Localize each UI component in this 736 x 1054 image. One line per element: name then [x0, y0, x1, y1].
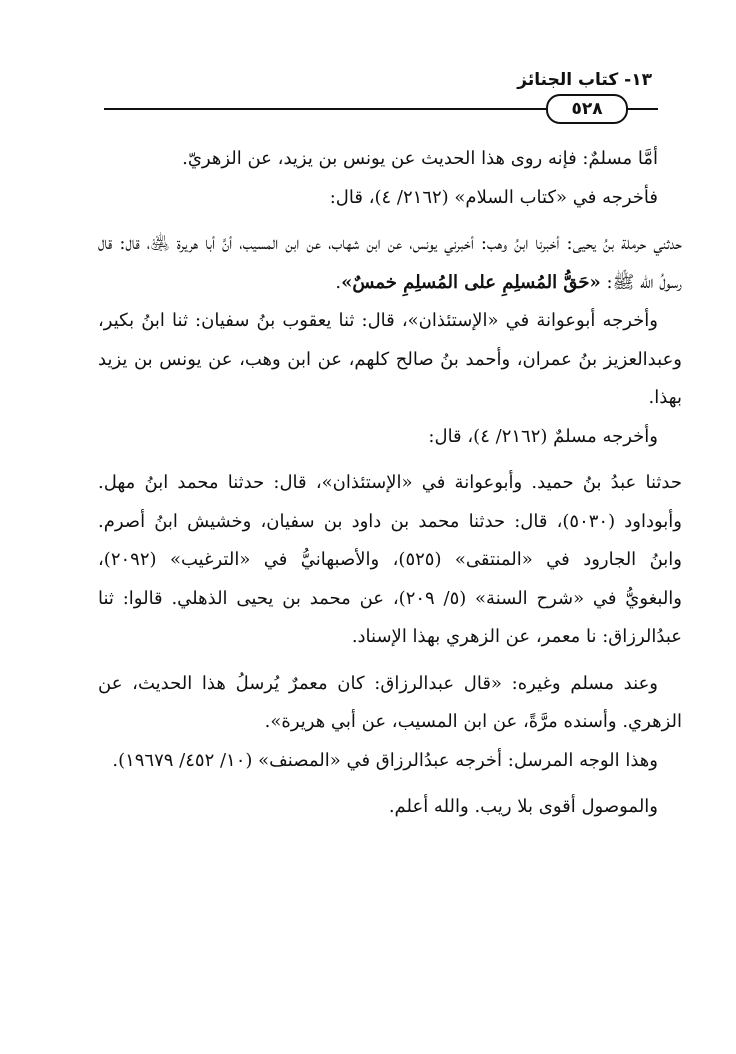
paragraph-6: حدثنا عبدُ بنُ حميد. وأبوعوانة في «الإستئذان»، قال: حدثنا محمد ابنُ مهل. وأبوداود (٥٠٣٠)، قال: حدثنا محمد بن داود بن سفيان، وخشيش ابنُ أصرم. وابنُ الجارود في «المنتقى» (٥٢٥)، والأصبهانيُّ في «الترغيب» (٢٠٩٢)، والبغويُّ في «شرح السنة» (٥/ ٢٠٩)، عن محمد بن يحيى الذهلي. قالوا: ثنا عبدُالرزاق: نا معمر، عن الزهري بهذا الإسناد.	[98, 472, 682, 647]
paragraph-2: فأخرجه في «كتاب السلام» (٢١٦٢/ ٤)، قال:	[329, 186, 658, 208]
running-title: ١٣- كتاب الجنائز	[517, 70, 652, 90]
paragraph-8: وهذا الوجه المرسل: أخرجه عبدُالرزاق في «المصنف» (١٠/ ٤٥٢/ ١٩٦٧٩).	[112, 749, 658, 771]
paragraph-4: وأخرجه أبوعوانة في «الإستئذان»، قال: ثنا يعقوب بنُ سفيان: ثنا ابنُ بكير، وعبدالعزيز بنُ عمران، وأحمد بنُ صالح كلهم، عن ابن وهب، عن يونس بن يزيد بهذا.	[98, 310, 682, 408]
isnad-text: حدثني حرملة بنُ يحيى: أخبرنا ابنُ وهب: أخبرني يونس، عن ابن شهاب، عن ابن المسيب، أنَّ أبا هريرة ﵁، قال: قال رسولُ الله ﷺ:	[98, 233, 682, 293]
page-number: ٥٢٨	[571, 99, 603, 119]
paragraph-7: وعند مسلم وغيره: «قال عبدالرزاق: كان معمرٌ يُرسلُ هذا الحديث، عن الزهري. وأسنده مرَّةً، عن ابن المسيب، عن أبي هريرة».	[98, 672, 682, 732]
main-text	[98, 140, 682, 827]
page-number-badge	[546, 94, 628, 124]
paragraph-5: وأخرجه مسلمٌ (٢١٦٢/ ٤)، قال:	[428, 425, 658, 447]
paragraph-1: أمَّا مسلمٌ: فإنه روى هذا الحديث عن يونس بن يزيد، عن الزهريّ.	[182, 148, 658, 169]
paragraph-3-end: .	[335, 271, 342, 293]
hadith-text: «حَقُّ المُسلِمِ على المُسلِمِ خمسٌ»	[341, 271, 601, 293]
paragraph-3	[98, 225, 682, 302]
paragraph-9: والموصول أقوى بلا ريب. والله أعلم.	[388, 796, 658, 817]
